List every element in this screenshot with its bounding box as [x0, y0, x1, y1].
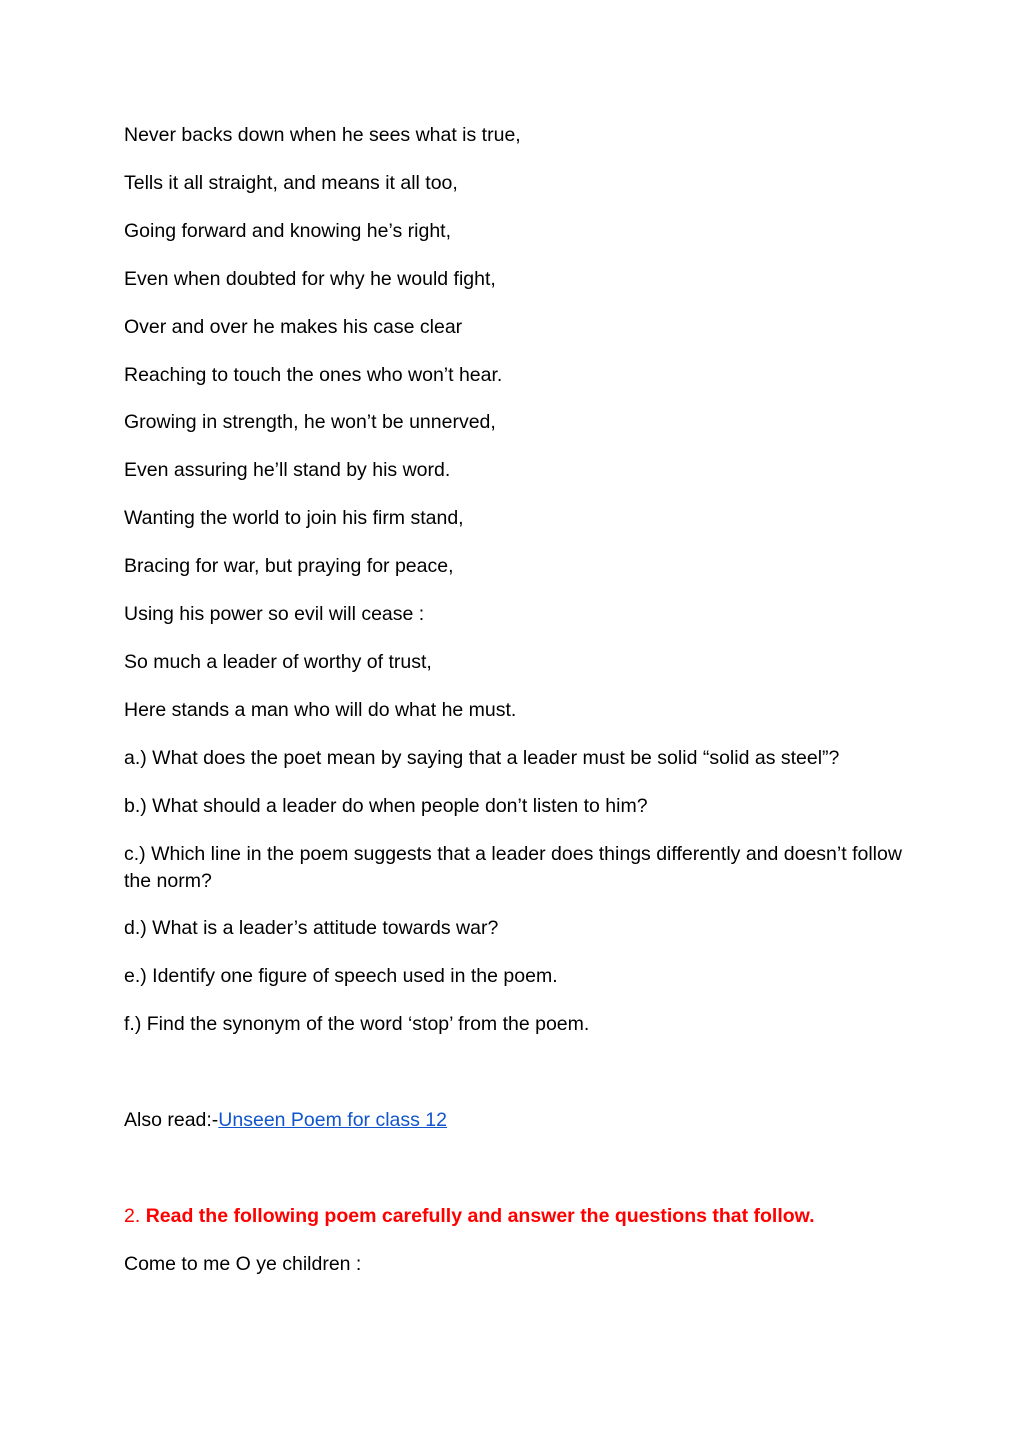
poem-line: Tells it all straight, and means it all too,: [124, 172, 458, 194]
question-a: a.) What does the poet mean by saying that a leader must be solid “solid as steel”?: [124, 747, 840, 769]
poem-line: Using his power so evil will cease :: [124, 603, 425, 625]
poem-line: Growing in strength, he won’t be unnerved,: [124, 411, 496, 433]
question-f: f.) Find the synonym of the word ‘stop’ from the poem.: [124, 1013, 590, 1035]
section-number: 2.: [124, 1205, 141, 1227]
poem-line: So much a leader of worthy of trust,: [124, 651, 432, 673]
question-b: b.) What should a leader do when people don’t listen to him?: [124, 795, 648, 817]
also-read-prefix: Also read:-: [124, 1109, 219, 1131]
question-d: d.) What is a leader’s attitude towards war?: [124, 917, 499, 939]
poem-line: Never backs down when he sees what is true,: [124, 124, 521, 146]
poem-line: Even assuring he’ll stand by his word.: [124, 459, 451, 481]
section-2-heading: [124, 1203, 815, 1230]
poem-line: Going forward and knowing he’s right,: [124, 220, 451, 242]
question-e: e.) Identify one figure of speech used in the poem.: [124, 965, 558, 987]
poem-line: Bracing for war, but praying for peace,: [124, 555, 454, 577]
also-read: [124, 1107, 447, 1134]
poem-line: Even when doubted for why he would fight,: [124, 268, 496, 290]
poem-line: Come to me O ye children :: [124, 1253, 362, 1275]
poem-line: Wanting the world to join his firm stand,: [124, 507, 464, 529]
poem-line: Reaching to touch the ones who won’t hear.: [124, 364, 503, 386]
poem-line: Here stands a man who will do what he must.: [124, 699, 517, 721]
section-instruction: Read the following poem carefully and answer the questions that follow.: [145, 1205, 815, 1227]
question-c: c.) Which line in the poem suggests that a leader does things differently and doesn’t follow the norm?: [124, 843, 902, 892]
unseen-poem-link[interactable]: Unseen Poem for class 12: [218, 1109, 447, 1131]
poem-line: Over and over he makes his case clear: [124, 316, 463, 338]
